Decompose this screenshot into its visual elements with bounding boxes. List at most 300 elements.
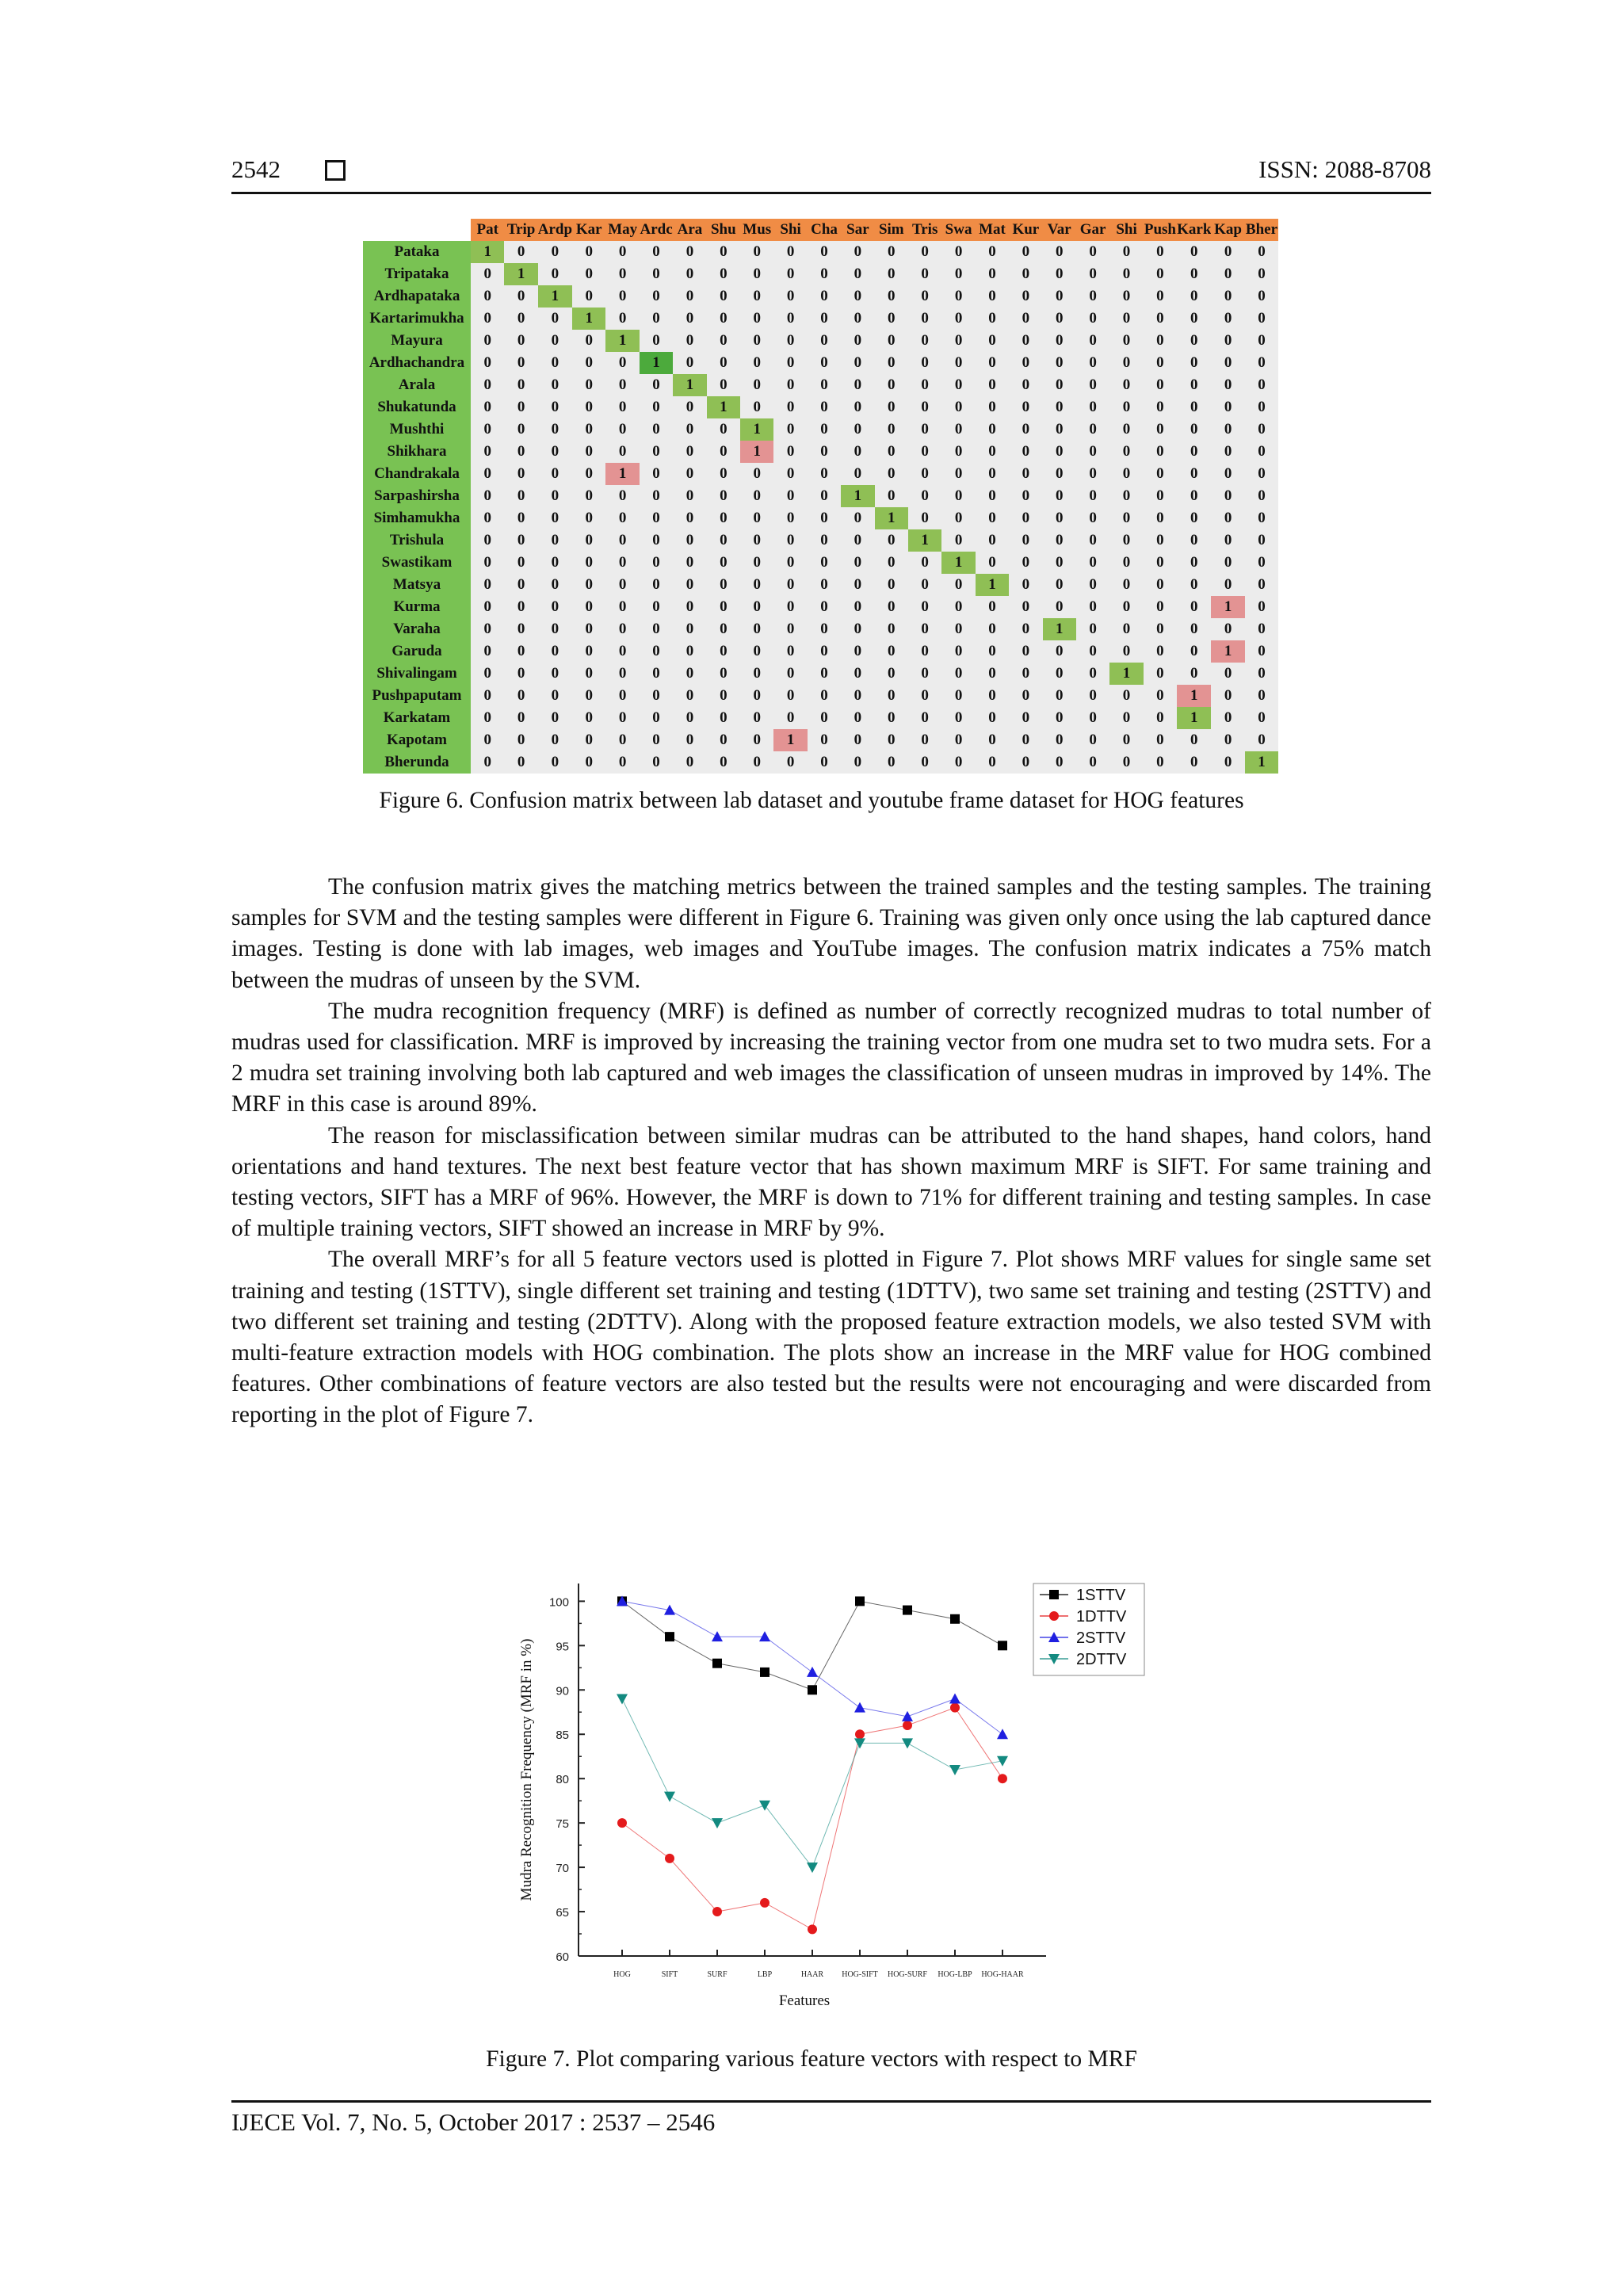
matrix-row-label: Pataka <box>363 241 471 263</box>
matrix-cell: 0 <box>740 396 773 418</box>
legend-label: 1DTTV <box>1076 1608 1127 1626</box>
matrix-cell: 0 <box>1211 441 1244 463</box>
matrix-cell: 0 <box>841 529 874 552</box>
matrix-cell: 0 <box>538 663 572 685</box>
matrix-cell: 0 <box>908 685 941 707</box>
matrix-cell: 0 <box>640 308 673 330</box>
paragraph: The mudra recognition frequency (MRF) is defined as number of correctly recognized mudras to total number of mudras used for classification. MRF is improved by increasing the training vector from one mudra set to two mudra sets. For a 2 mudra set training involving both lab captured and web images the classification of unseen mudras in improved by 14%. The MRF in this case is around 89%. <box>231 998 1431 1117</box>
page-header <box>231 155 1431 190</box>
matrix-cell: 1 <box>572 308 605 330</box>
matrix-cell: 1 <box>1177 707 1211 729</box>
matrix-cell: 0 <box>572 751 605 774</box>
matrix-cell: 0 <box>1043 729 1076 751</box>
matrix-cell: 0 <box>605 552 639 574</box>
matrix-cell: 0 <box>707 707 740 729</box>
matrix-cell: 0 <box>941 263 975 285</box>
matrix-cell: 0 <box>1043 463 1076 485</box>
matrix-cell: 0 <box>740 663 773 685</box>
data-point-triangle-down <box>617 1694 628 1704</box>
matrix-column-header: Shi <box>773 219 807 241</box>
matrix-cell: 0 <box>976 441 1009 463</box>
matrix-cell: 0 <box>1177 552 1211 574</box>
matrix-cell: 0 <box>773 507 807 529</box>
matrix-cell: 0 <box>1076 374 1109 396</box>
matrix-cell: 0 <box>640 418 673 441</box>
matrix-cell: 0 <box>908 485 941 507</box>
matrix-cell: 0 <box>1109 596 1143 618</box>
matrix-cell: 0 <box>504 374 537 396</box>
matrix-cell: 0 <box>773 285 807 308</box>
matrix-cell: 0 <box>976 485 1009 507</box>
matrix-cell: 0 <box>908 441 941 463</box>
matrix-cell: 0 <box>1009 751 1042 774</box>
matrix-row <box>363 707 1278 729</box>
matrix-cell: 0 <box>1177 396 1211 418</box>
matrix-cell: 0 <box>1009 640 1042 663</box>
matrix-cell: 0 <box>1076 685 1109 707</box>
matrix-cell: 0 <box>1144 685 1177 707</box>
matrix-cell: 0 <box>1177 751 1211 774</box>
matrix-row-label: Kapotam <box>363 729 471 751</box>
matrix-cell: 0 <box>941 374 975 396</box>
matrix-cell: 0 <box>1144 308 1177 330</box>
x-tick-label: LBP <box>757 1970 773 1979</box>
matrix-cell: 0 <box>808 685 841 707</box>
matrix-cell: 0 <box>808 507 841 529</box>
matrix-cell: 0 <box>773 552 807 574</box>
matrix-cell: 1 <box>1043 618 1076 640</box>
matrix-cell: 0 <box>1009 685 1042 707</box>
matrix-cell: 0 <box>1076 640 1109 663</box>
data-point-circle <box>950 1703 960 1713</box>
matrix-cell: 0 <box>538 529 572 552</box>
matrix-cell: 0 <box>1211 463 1244 485</box>
matrix-cell: 0 <box>1076 241 1109 263</box>
matrix-cell: 0 <box>1245 574 1278 596</box>
matrix-cell: 0 <box>1245 463 1278 485</box>
matrix-cell: 0 <box>605 396 639 418</box>
matrix-cell: 0 <box>976 285 1009 308</box>
matrix-cell: 0 <box>1109 441 1143 463</box>
matrix-cell: 0 <box>1076 485 1109 507</box>
matrix-cell: 0 <box>1076 330 1109 352</box>
matrix-cell: 0 <box>504 418 537 441</box>
matrix-row-label: Karkatam <box>363 707 471 729</box>
matrix-cell: 0 <box>471 396 504 418</box>
matrix-cell: 0 <box>908 330 941 352</box>
matrix-cell: 0 <box>640 441 673 463</box>
matrix-cell: 0 <box>538 463 572 485</box>
matrix-cell: 0 <box>941 618 975 640</box>
matrix-cell: 0 <box>808 441 841 463</box>
matrix-cell: 0 <box>1043 685 1076 707</box>
matrix-cell: 0 <box>1177 285 1211 308</box>
matrix-cell: 1 <box>773 729 807 751</box>
matrix-cell: 0 <box>1109 330 1143 352</box>
y-axis-label: Mudra Recognition Frequency (MRF in %) <box>518 1638 535 1901</box>
matrix-cell: 0 <box>808 263 841 285</box>
matrix-cell: 0 <box>605 308 639 330</box>
matrix-cell: 0 <box>941 241 975 263</box>
matrix-cell: 0 <box>538 241 572 263</box>
matrix-row-label: Bherunda <box>363 751 471 774</box>
matrix-cell: 0 <box>841 596 874 618</box>
matrix-cell: 0 <box>1043 507 1076 529</box>
matrix-cell: 0 <box>504 441 537 463</box>
matrix-cell: 0 <box>1211 618 1244 640</box>
matrix-cell: 0 <box>538 574 572 596</box>
matrix-cell: 0 <box>1109 352 1143 374</box>
matrix-cell: 0 <box>841 241 874 263</box>
matrix-row-label: Ardhachandra <box>363 352 471 374</box>
matrix-cell: 0 <box>471 352 504 374</box>
matrix-cell: 0 <box>1177 507 1211 529</box>
matrix-cell: 0 <box>572 552 605 574</box>
matrix-cell: 0 <box>1144 263 1177 285</box>
matrix-cell: 0 <box>1076 441 1109 463</box>
matrix-cell: 0 <box>740 285 773 308</box>
matrix-cell: 1 <box>471 241 504 263</box>
matrix-cell: 0 <box>1211 729 1244 751</box>
matrix-cell: 1 <box>707 396 740 418</box>
matrix-cell: 0 <box>1144 396 1177 418</box>
data-point-triangle-up <box>807 1667 818 1677</box>
matrix-row <box>363 374 1278 396</box>
matrix-cell: 0 <box>976 507 1009 529</box>
matrix-cell: 0 <box>673 285 706 308</box>
matrix-cell: 0 <box>1043 418 1076 441</box>
matrix-cell: 0 <box>1177 729 1211 751</box>
matrix-cell: 0 <box>707 308 740 330</box>
matrix-cell: 0 <box>941 507 975 529</box>
y-tick-label: 60 <box>556 1950 569 1964</box>
matrix-cell: 0 <box>1177 463 1211 485</box>
matrix-cell: 0 <box>673 618 706 640</box>
x-axis-label: Features <box>778 1992 831 2009</box>
matrix-cell: 0 <box>1009 374 1042 396</box>
matrix-cell: 0 <box>572 529 605 552</box>
matrix-cell: 0 <box>707 285 740 308</box>
matrix-cell: 0 <box>941 485 975 507</box>
matrix-cell: 0 <box>1076 751 1109 774</box>
matrix-cell: 0 <box>471 263 504 285</box>
matrix-cell: 1 <box>740 418 773 441</box>
matrix-cell: 0 <box>1009 596 1042 618</box>
matrix-cell: 0 <box>1076 596 1109 618</box>
matrix-cell: 0 <box>808 640 841 663</box>
matrix-cell: 0 <box>941 574 975 596</box>
matrix-cell: 1 <box>1245 751 1278 774</box>
matrix-cell: 0 <box>875 663 908 685</box>
matrix-cell: 0 <box>640 707 673 729</box>
matrix-row <box>363 729 1278 751</box>
matrix-cell: 0 <box>941 596 975 618</box>
matrix-column-header: Cha <box>808 219 841 241</box>
matrix-cell: 0 <box>707 352 740 374</box>
matrix-cell: 0 <box>773 618 807 640</box>
matrix-cell: 0 <box>1009 507 1042 529</box>
matrix-cell: 0 <box>1245 352 1278 374</box>
matrix-cell: 0 <box>1043 241 1076 263</box>
matrix-cell: 0 <box>504 552 537 574</box>
matrix-column-header: Var <box>1043 219 1076 241</box>
data-point-square <box>665 1632 674 1641</box>
matrix-cell: 0 <box>875 263 908 285</box>
matrix-cell: 0 <box>1076 529 1109 552</box>
matrix-cell: 0 <box>707 330 740 352</box>
matrix-column-header: Ardc <box>640 219 673 241</box>
matrix-cell: 0 <box>1245 441 1278 463</box>
matrix-cell: 0 <box>773 263 807 285</box>
matrix-cell: 0 <box>640 285 673 308</box>
matrix-column-header: Trip <box>504 219 537 241</box>
matrix-cell: 0 <box>1245 485 1278 507</box>
matrix-cell: 0 <box>1177 374 1211 396</box>
matrix-cell: 0 <box>605 352 639 374</box>
matrix-cell: 0 <box>941 441 975 463</box>
matrix-cell: 0 <box>471 663 504 685</box>
matrix-row <box>363 308 1278 330</box>
matrix-column-header: Gar <box>1076 219 1109 241</box>
matrix-cell: 0 <box>1245 263 1278 285</box>
paragraph: The overall MRF’s for all 5 feature vectors used is plotted in Figure 7. Plot shows MRF values for single same set training and testing (1STTV), single different set training and testing (1DTTV), two same set training and testing (2STTV) and two different set training and testing (2DTTV). Along with the proposed feature extraction models, we also tested SVM with multi-feature extraction models with HOG combination. The plots show an increase in the MRF value for HOG combined features. Other combinations of feature vectors are also tested but the results were not encouraging and were discarded from reporting in the plot of Figure 7. <box>231 1247 1431 1428</box>
matrix-cell: 0 <box>1076 574 1109 596</box>
matrix-cell: 0 <box>875 529 908 552</box>
matrix-cell: 0 <box>773 418 807 441</box>
matrix-row-label: Simhamukha <box>363 507 471 529</box>
data-point-triangle-down <box>949 1765 960 1775</box>
matrix-cell: 0 <box>773 640 807 663</box>
matrix-cell: 0 <box>976 663 1009 685</box>
matrix-cell: 0 <box>808 285 841 308</box>
matrix-cell: 0 <box>1109 463 1143 485</box>
matrix-cell: 0 <box>572 507 605 529</box>
matrix-row <box>363 685 1278 707</box>
matrix-cell: 0 <box>1144 618 1177 640</box>
matrix-cell: 0 <box>572 707 605 729</box>
matrix-cell: 0 <box>808 707 841 729</box>
matrix-cell: 0 <box>1245 507 1278 529</box>
matrix-cell: 0 <box>1109 285 1143 308</box>
x-tick-label: HOG-LBP <box>938 1970 972 1979</box>
matrix-cell: 0 <box>1009 418 1042 441</box>
matrix-cell: 0 <box>707 441 740 463</box>
matrix-cell: 0 <box>504 485 537 507</box>
matrix-cell: 0 <box>976 374 1009 396</box>
data-point-square <box>855 1596 865 1606</box>
matrix-cell: 0 <box>572 729 605 751</box>
matrix-cell: 0 <box>841 441 874 463</box>
matrix-cell: 0 <box>808 751 841 774</box>
matrix-cell: 0 <box>605 241 639 263</box>
matrix-cell: 0 <box>976 618 1009 640</box>
matrix-cell: 0 <box>605 618 639 640</box>
matrix-cell: 0 <box>538 308 572 330</box>
matrix-cell: 0 <box>740 685 773 707</box>
matrix-cell: 0 <box>908 241 941 263</box>
matrix-row <box>363 463 1278 485</box>
data-point-circle <box>760 1898 769 1908</box>
matrix-cell: 0 <box>740 485 773 507</box>
matrix-cell: 0 <box>976 751 1009 774</box>
matrix-row <box>363 529 1278 552</box>
matrix-cell: 0 <box>908 418 941 441</box>
matrix-row <box>363 285 1278 308</box>
matrix-cell: 0 <box>875 552 908 574</box>
matrix-cell: 0 <box>808 396 841 418</box>
matrix-row-label: Shikhara <box>363 441 471 463</box>
matrix-cell: 0 <box>673 507 706 529</box>
matrix-cell: 0 <box>471 729 504 751</box>
matrix-cell: 0 <box>1043 308 1076 330</box>
matrix-cell: 0 <box>841 263 874 285</box>
matrix-cell: 0 <box>1245 640 1278 663</box>
matrix-cell: 0 <box>640 663 673 685</box>
matrix-cell: 0 <box>740 330 773 352</box>
matrix-cell: 0 <box>538 751 572 774</box>
footer-citation: IJECE Vol. 7, No. 5, October 2017 : 2537 – 2546 <box>231 2108 716 2136</box>
matrix-cell: 0 <box>875 596 908 618</box>
x-tick-label: HOG <box>613 1970 631 1979</box>
y-tick-label: 65 <box>556 1906 569 1920</box>
data-point-triangle-up <box>949 1693 960 1703</box>
matrix-cell: 0 <box>1043 596 1076 618</box>
matrix-cell: 0 <box>471 330 504 352</box>
series-line-1DTTV <box>622 1708 1002 1930</box>
matrix-cell: 0 <box>707 463 740 485</box>
matrix-cell: 0 <box>707 596 740 618</box>
data-point-triangle-up <box>712 1631 723 1641</box>
matrix-cell: 0 <box>1144 485 1177 507</box>
matrix-cell: 0 <box>1245 396 1278 418</box>
matrix-cell: 0 <box>707 418 740 441</box>
matrix-cell: 0 <box>640 596 673 618</box>
matrix-cell: 0 <box>908 640 941 663</box>
matrix-cell: 0 <box>1245 618 1278 640</box>
matrix-cell: 0 <box>740 463 773 485</box>
matrix-column-header: Kar <box>572 219 605 241</box>
matrix-row <box>363 352 1278 374</box>
matrix-cell: 0 <box>605 707 639 729</box>
matrix-cell: 0 <box>1211 751 1244 774</box>
matrix-cell: 0 <box>1177 418 1211 441</box>
matrix-cell: 0 <box>841 507 874 529</box>
matrix-cell: 0 <box>1177 663 1211 685</box>
matrix-column-header: Pat <box>471 219 504 241</box>
matrix-cell: 0 <box>1109 241 1143 263</box>
mrf-line-chart <box>507 1577 1157 2037</box>
matrix-cell: 0 <box>1043 352 1076 374</box>
matrix-cell: 0 <box>471 507 504 529</box>
matrix-cell: 0 <box>773 396 807 418</box>
matrix-cell: 0 <box>1144 729 1177 751</box>
matrix-row <box>363 485 1278 507</box>
matrix-cell: 0 <box>1144 751 1177 774</box>
matrix-cell: 0 <box>773 330 807 352</box>
matrix-cell: 0 <box>1009 308 1042 330</box>
matrix-cell: 0 <box>1211 308 1244 330</box>
matrix-cell: 0 <box>1144 574 1177 596</box>
matrix-cell: 0 <box>538 263 572 285</box>
matrix-cell: 0 <box>976 352 1009 374</box>
matrix-cell: 0 <box>572 663 605 685</box>
matrix-cell: 1 <box>1177 685 1211 707</box>
matrix-cell: 0 <box>1177 574 1211 596</box>
legend-label: 2DTTV <box>1076 1651 1127 1668</box>
data-point-square <box>760 1668 769 1677</box>
body-text <box>231 872 1431 1431</box>
matrix-cell: 0 <box>1144 707 1177 729</box>
matrix-cell: 0 <box>1009 618 1042 640</box>
matrix-cell: 0 <box>572 352 605 374</box>
confusion-matrix <box>363 219 1278 774</box>
matrix-cell: 0 <box>538 396 572 418</box>
matrix-row-label: Shukatunda <box>363 396 471 418</box>
matrix-cell: 0 <box>1076 418 1109 441</box>
matrix-column-header: Bher <box>1245 219 1278 241</box>
data-point-triangle-down <box>712 1818 723 1828</box>
matrix-cell: 0 <box>740 640 773 663</box>
matrix-cell: 0 <box>640 374 673 396</box>
matrix-cell: 0 <box>808 352 841 374</box>
matrix-row <box>363 330 1278 352</box>
matrix-cell: 0 <box>1009 707 1042 729</box>
matrix-cell: 0 <box>941 463 975 485</box>
matrix-cell: 0 <box>640 729 673 751</box>
data-point-triangle-down <box>807 1862 818 1873</box>
matrix-cell: 0 <box>640 529 673 552</box>
matrix-cell: 0 <box>1076 396 1109 418</box>
matrix-cell: 0 <box>875 374 908 396</box>
matrix-cell: 0 <box>1043 441 1076 463</box>
matrix-cell: 0 <box>875 685 908 707</box>
matrix-cell: 0 <box>1177 441 1211 463</box>
x-tick-label: SIFT <box>661 1970 678 1979</box>
matrix-cell: 0 <box>1211 685 1244 707</box>
matrix-cell: 0 <box>1144 663 1177 685</box>
matrix-column-header: Mat <box>976 219 1009 241</box>
matrix-cell: 0 <box>538 729 572 751</box>
matrix-row-label: Mushthi <box>363 418 471 441</box>
matrix-cell: 0 <box>1245 529 1278 552</box>
matrix-cell: 0 <box>1211 285 1244 308</box>
matrix-cell: 0 <box>605 685 639 707</box>
matrix-cell: 0 <box>1144 507 1177 529</box>
matrix-column-header: Ardp <box>538 219 572 241</box>
matrix-cell: 0 <box>673 485 706 507</box>
matrix-row-label: Pushpaputam <box>363 685 471 707</box>
matrix-cell: 0 <box>1009 485 1042 507</box>
data-point-square <box>950 1614 960 1624</box>
matrix-cell: 0 <box>605 507 639 529</box>
matrix-cell: 0 <box>1245 241 1278 263</box>
matrix-column-header: May <box>605 219 639 241</box>
matrix-cell: 0 <box>673 663 706 685</box>
matrix-cell: 0 <box>875 330 908 352</box>
matrix-row-label: Shivalingam <box>363 663 471 685</box>
y-tick-label: 90 <box>556 1684 569 1698</box>
matrix-cell: 0 <box>673 685 706 707</box>
matrix-cell: 0 <box>1211 396 1244 418</box>
matrix-cell: 0 <box>841 751 874 774</box>
header-rule <box>231 192 1431 194</box>
matrix-cell: 0 <box>808 529 841 552</box>
matrix-cell: 0 <box>808 463 841 485</box>
x-tick-label: HOG-SIFT <box>842 1970 878 1979</box>
matrix-cell: 0 <box>1211 241 1244 263</box>
matrix-column-header: Ara <box>673 219 706 241</box>
matrix-cell: 0 <box>1109 396 1143 418</box>
